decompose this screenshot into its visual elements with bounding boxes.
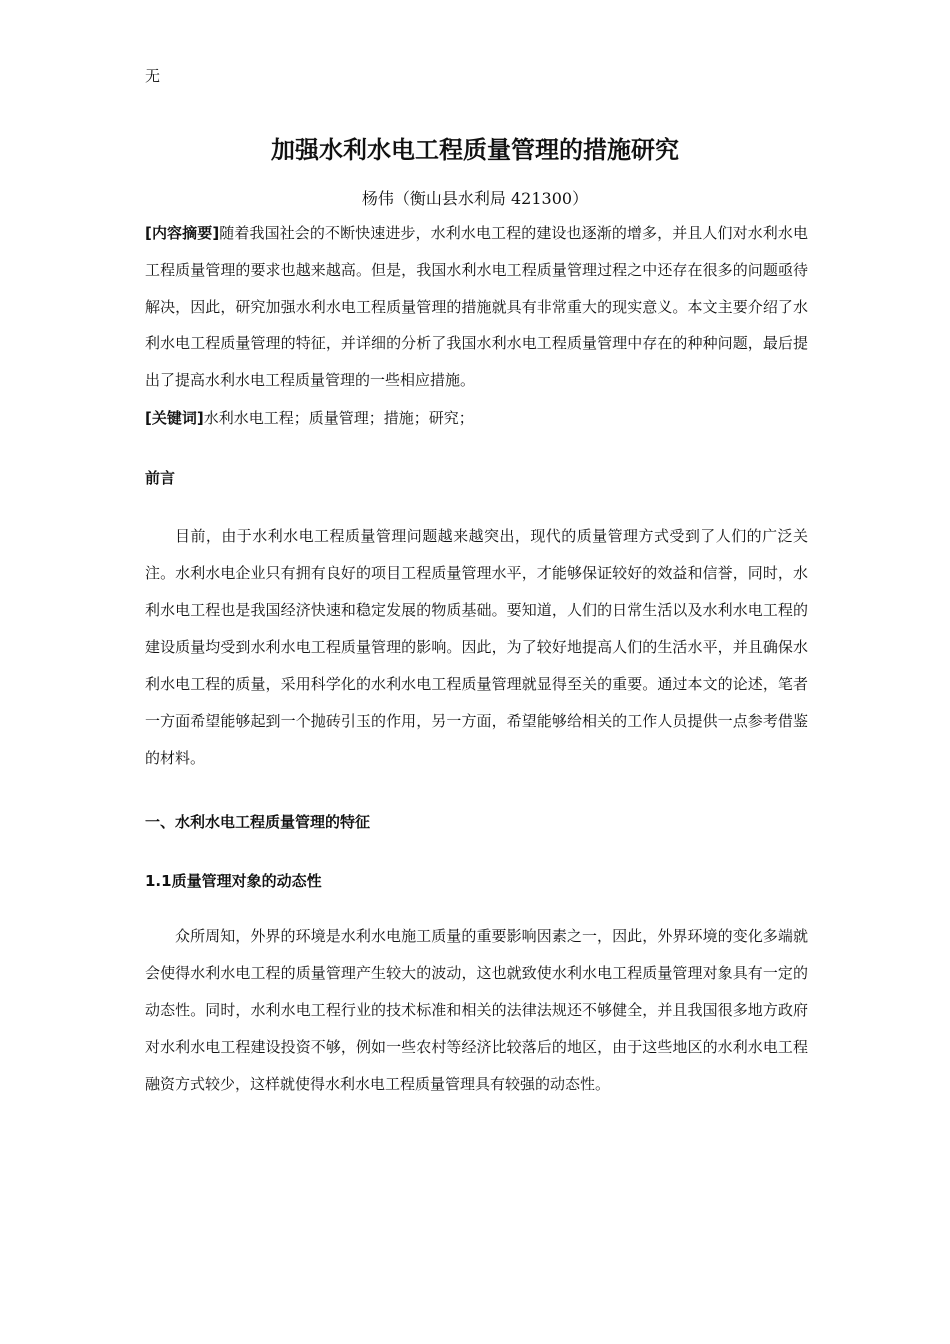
preface-heading: 前言 [145,469,176,487]
abstract-label: [内容摘要] [145,224,220,242]
section-1-1-paragraph: 众所周知，外界的环境是水利水电施工质量的重要影响因素之一，因此，外界环境的变化多端就会使得水利水电工程的质量管理产生较大的波动，这也就致使水利水电工程质量管理对象具有一定的动态性。同时，水利水电工程行业的技术标准和相关的法律法规还不够健全，并且我国很多地方政府对水利水电工程建设投资不够，例如一些农村等经济比较落后的地区，由于这些地区的水利水电工程融资方式较少，这样就使得水利水电工程质量管理具有较强的动态性。 [145,927,808,1093]
header-corner-text: 无 [145,67,161,85]
keywords-label: [关键词] [145,409,204,427]
preface-paragraph: 目前，由于水利水电工程质量管理问题越来越突出，现代的质量管理方式受到了人们的广泛关注。水利水电企业只有拥有良好的项目工程质量管理水平，才能够保证较好的效益和信誉，同时，水利水电工程也是我国经济快速和稳定发展的物质基础。要知道，人们的日常生活以及水利水电工程的建设质量均受到水利水电工程质量管理的影响。因此，为了较好地提高人们的生活水平，并且确保水利水电工程的质量，采用科学化的水利水电工程质量管理就显得至关的重要。通过本文的论述，笔者一方面希望能够起到一个抛砖引玉的作用，另一方面，希望能够给相关的工作人员提供一点参考借鉴的材料。 [145,527,808,767]
keywords-text: 水利水电工程；质量管理；措施；研究； [203,409,474,427]
abstract-text: 随着我国社会的不断快速进步，水利水电工程的建设也逐渐的增多，并且人们对水利水电工程质量管理的要求也越来越高。但是，我国水利水电工程质量管理过程之中还存在很多的问题亟待解决，因此，研究加强水利水电工程质量管理的措施就具有非常重大的现实意义。本文主要介绍了水利水电工程质量管理的特征，并详细的分析了我国水利水电工程质量管理中存在的种种问题，最后提出了提高水利水电工程质量管理的一些相应措施。 [145,224,808,390]
author-line: 杨伟（衡山县水利局 421300） [361,189,589,208]
keywords-block [145,400,808,437]
abstract-block [145,215,808,399]
section-1-1-heading: 1.1质量管理对象的动态性 [145,872,322,890]
section-1-heading: 一、水利水电工程质量管理的特征 [145,813,371,831]
page-title: 加强水利水电工程质量管理的措施研究 [271,136,679,164]
